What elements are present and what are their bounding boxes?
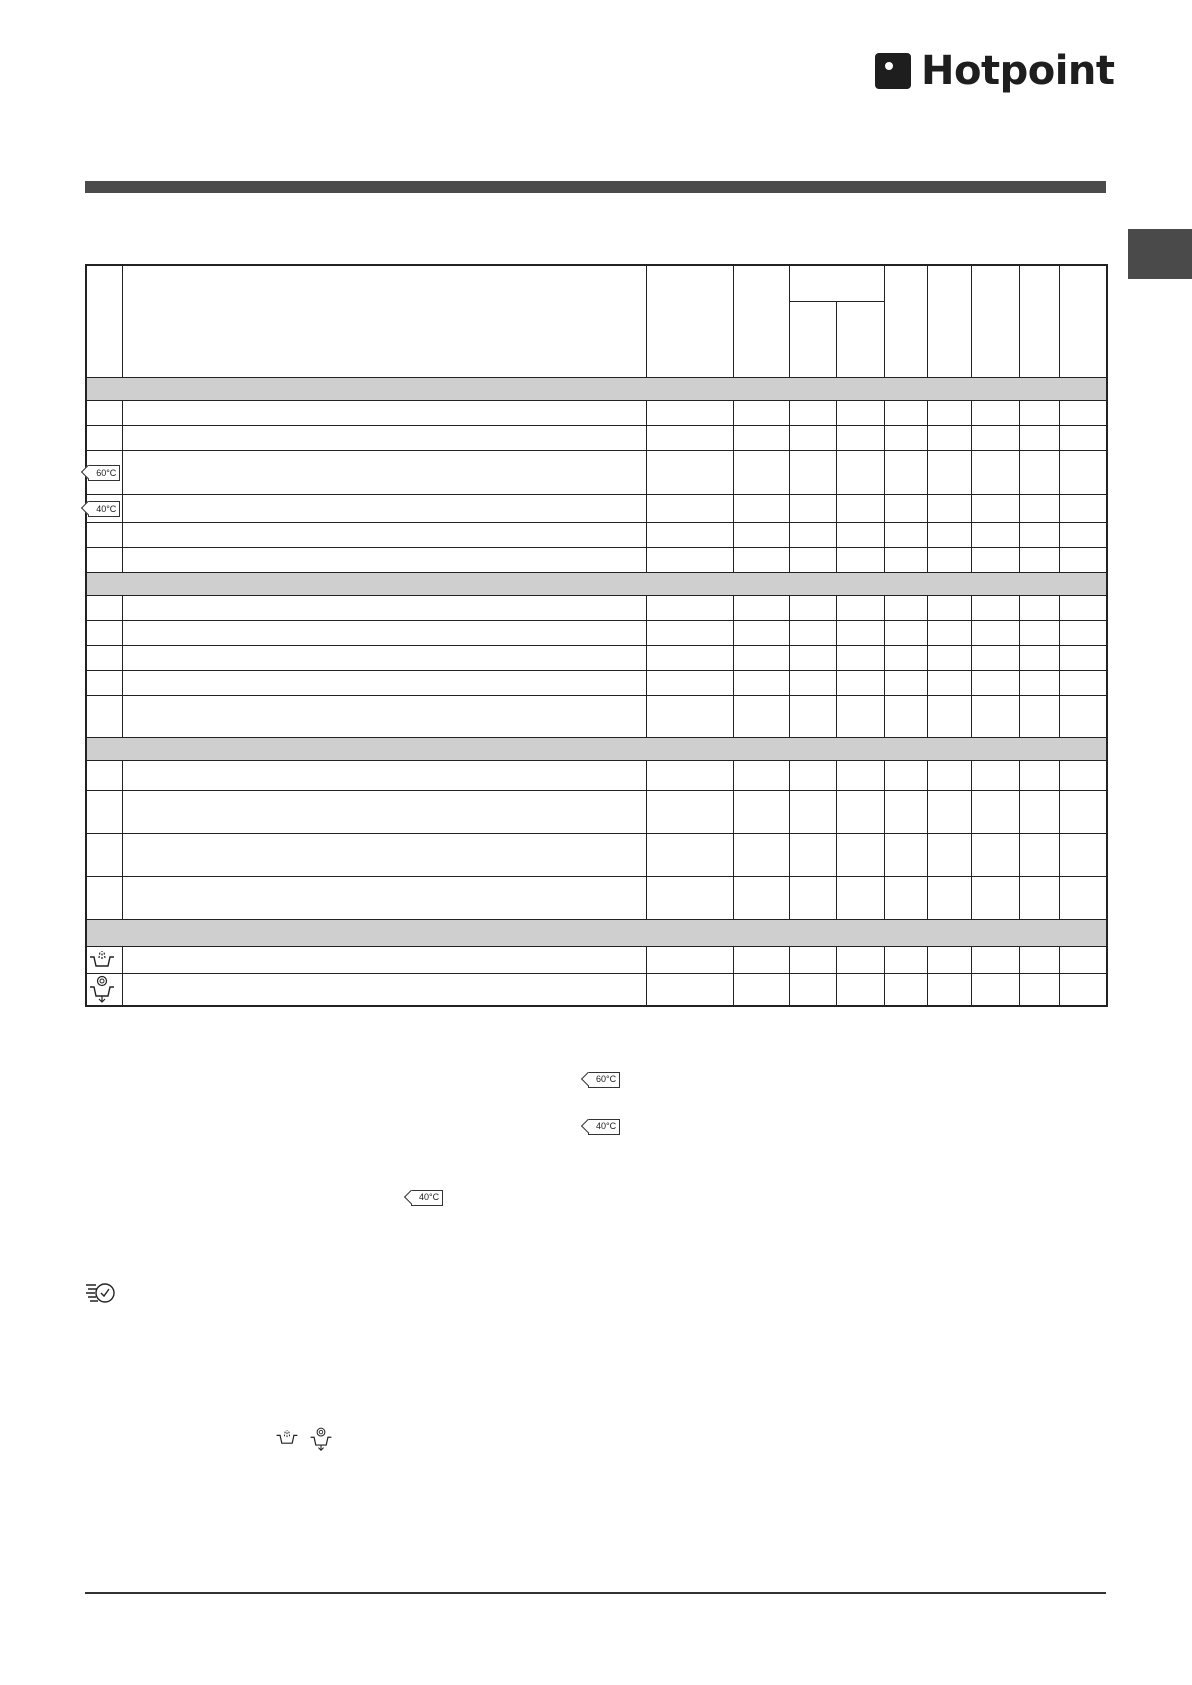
footnote-temp-60-label: 60°C [588,1072,620,1088]
footer-rule [85,1592,1106,1594]
table-row [86,946,1107,973]
table-row [86,876,1107,919]
footnote-spin-drain-icon [308,1426,334,1452]
table-row [86,760,1107,790]
table-row [86,620,1107,645]
table-row [86,400,1107,425]
footnote-rinse-icon [274,1427,300,1449]
section-row [86,377,1107,400]
rinse-icon [86,946,122,973]
table-row [86,833,1107,876]
footnote-temp-40-icon-2 [411,1187,443,1206]
footnote-temp-40-label: 40°C [588,1119,620,1135]
table-row [86,425,1107,450]
temp-40-icon [86,494,122,522]
brand-logo [875,48,1115,94]
brand-logo-mark [875,53,911,89]
footnote-temp-60-icon [588,1069,620,1088]
footnote-temp-40-label-2: 40°C [411,1190,443,1206]
section-row [86,737,1107,760]
section-row [86,572,1107,595]
table-row [86,645,1107,670]
temp-60-icon [86,450,122,494]
language-tab [1128,229,1192,279]
table-header-row-1 [86,265,1107,301]
spin-drain-icon [86,973,122,1006]
temp-60-label: 60°C [88,465,120,481]
table-row [86,790,1107,833]
table-row [86,522,1107,547]
quick-wash-icon [84,1280,116,1306]
table-row [86,547,1107,572]
table-row [86,973,1107,1006]
temp-40-label: 40°C [88,501,120,517]
header-rule [85,181,1106,193]
section-row [86,919,1107,946]
brand-name: Hotpoint [921,48,1115,94]
table-row [86,670,1107,695]
table-row [86,450,1107,494]
programme-table [85,264,1108,1007]
footnote-temp-40-icon [588,1116,620,1135]
table-row [86,595,1107,620]
table-row [86,494,1107,522]
table-row [86,695,1107,737]
